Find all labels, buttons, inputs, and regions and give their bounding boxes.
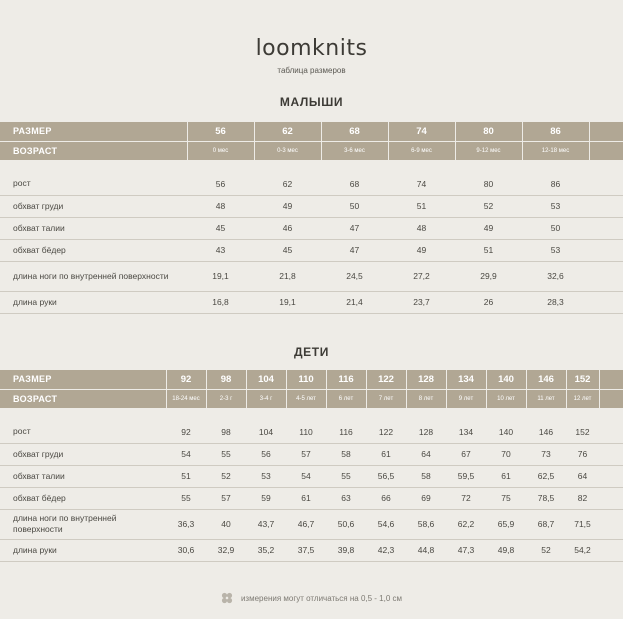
size-label: РАЗМЕР — [0, 122, 187, 141]
age-cell: 18-24 мес — [166, 389, 206, 408]
measurement-value: 51 — [388, 195, 455, 217]
measurement-value: 64 — [566, 465, 599, 487]
size-cell: 98 — [206, 370, 246, 389]
age-cell: 0-3 мес — [254, 141, 321, 160]
babies-size-table — [0, 122, 623, 314]
age-cell: 6-9 мес — [388, 141, 455, 160]
age-cell: 10 лет — [486, 389, 526, 408]
measurement-value: 80 — [455, 173, 522, 195]
measurement-value: 68 — [321, 173, 388, 195]
measurement-value: 21,8 — [254, 261, 321, 291]
measurement-value: 40 — [206, 509, 246, 539]
size-cell — [589, 122, 623, 141]
measurement-value: 104 — [246, 421, 286, 443]
measurement-label: обхват талии — [0, 465, 166, 487]
measurement-value: 27,2 — [388, 261, 455, 291]
kids-age-header-row — [0, 389, 623, 408]
size-cell: 80 — [455, 122, 522, 141]
measurement-value: 71,5 — [566, 509, 599, 539]
measurement-value: 32,6 — [522, 261, 589, 291]
size-cell: 68 — [321, 122, 388, 141]
size-cell: 134 — [446, 370, 486, 389]
kids-size-header-row — [0, 370, 623, 389]
age-cell: 3-4 г — [246, 389, 286, 408]
size-cell: 110 — [286, 370, 326, 389]
measurement-value: 52 — [206, 465, 246, 487]
measurement-value: 48 — [187, 195, 254, 217]
measurement-value: 128 — [406, 421, 446, 443]
measurement-row — [0, 173, 623, 195]
measurement-value: 43,7 — [246, 509, 286, 539]
measurement-value: 51 — [166, 465, 206, 487]
measurement-label: рост — [0, 173, 187, 195]
age-cell: 11 лет — [526, 389, 566, 408]
size-cell: 152 — [566, 370, 599, 389]
measurement-row — [0, 487, 623, 509]
measurement-value: 61 — [286, 487, 326, 509]
measurement-value: 47 — [321, 217, 388, 239]
measurement-value: 52 — [455, 195, 522, 217]
measurement-row — [0, 217, 623, 239]
measurement-value: 39,8 — [326, 539, 366, 561]
measurement-value: 82 — [566, 487, 599, 509]
measurement-label: длина ноги по внутренней поверхности — [0, 509, 166, 539]
measurement-value: 61 — [486, 465, 526, 487]
measurement-value: 92 — [166, 421, 206, 443]
measurement-value: 21,4 — [321, 291, 388, 313]
babies-section-title: МАЛЫШИ — [279, 95, 344, 109]
size-cell: 122 — [366, 370, 406, 389]
measurement-value: 59,5 — [446, 465, 486, 487]
measurement-value: 75 — [486, 487, 526, 509]
measurement-value: 110 — [286, 421, 326, 443]
spacer-row — [0, 160, 623, 173]
measurement-value: 116 — [326, 421, 366, 443]
measurement-value-empty — [599, 509, 623, 539]
age-cell: 9 лет — [446, 389, 486, 408]
measurement-value: 56 — [187, 173, 254, 195]
measurement-label: обхват бёдер — [0, 239, 187, 261]
measurement-label: длина ноги по внутренней поверхности — [0, 261, 187, 291]
measurement-value: 54,6 — [366, 509, 406, 539]
measurement-value: 69 — [406, 487, 446, 509]
measurement-row — [0, 539, 623, 561]
measurement-value: 50 — [321, 195, 388, 217]
age-cell: 0 мес — [187, 141, 254, 160]
measurement-value: 43 — [187, 239, 254, 261]
measurement-value: 36,3 — [166, 509, 206, 539]
size-cell: 92 — [166, 370, 206, 389]
measurement-value: 45 — [187, 217, 254, 239]
measurement-value: 37,5 — [286, 539, 326, 561]
measurement-value: 45 — [254, 239, 321, 261]
age-cell — [589, 141, 623, 160]
measurement-value: 53 — [522, 239, 589, 261]
measurement-value: 19,1 — [187, 261, 254, 291]
measurement-value: 50,6 — [326, 509, 366, 539]
measurement-row — [0, 421, 623, 443]
measurement-note — [0, 592, 623, 606]
size-cell: 116 — [326, 370, 366, 389]
measurement-value: 35,2 — [246, 539, 286, 561]
measurement-value: 26 — [455, 291, 522, 313]
kids-section-title: ДЕТИ — [294, 345, 329, 359]
measurement-value: 76 — [566, 443, 599, 465]
measurement-value: 48 — [388, 217, 455, 239]
measurement-value: 57 — [286, 443, 326, 465]
measurement-value: 54 — [166, 443, 206, 465]
measurement-label: обхват бёдер — [0, 487, 166, 509]
measurement-label: обхват груди — [0, 195, 187, 217]
measurement-value: 28,3 — [522, 291, 589, 313]
note-text: измерения могут отличаться на 0,5 - 1,0 см — [240, 594, 403, 604]
measurement-value: 53 — [522, 195, 589, 217]
measurement-value: 46 — [254, 217, 321, 239]
measurement-value: 72 — [446, 487, 486, 509]
measurement-value: 44,8 — [406, 539, 446, 561]
measurement-row — [0, 261, 623, 291]
measurement-value-empty — [599, 465, 623, 487]
measurement-value — [589, 261, 623, 291]
measurement-value: 122 — [366, 421, 406, 443]
measurement-label: обхват талии — [0, 217, 187, 239]
measurement-value-empty — [599, 421, 623, 443]
measurement-value: 51 — [455, 239, 522, 261]
measurement-value: 47,3 — [446, 539, 486, 561]
size-cell: 74 — [388, 122, 455, 141]
measurement-value: 49 — [388, 239, 455, 261]
measurement-value: 54,2 — [566, 539, 599, 561]
size-cell: 146 — [526, 370, 566, 389]
age-cell: 7 лет — [366, 389, 406, 408]
measurement-value: 68,7 — [526, 509, 566, 539]
age-cell: 12 лет — [566, 389, 599, 408]
measurement-value: 16,8 — [187, 291, 254, 313]
measurement-value: 55 — [206, 443, 246, 465]
size-cell: 62 — [254, 122, 321, 141]
measurement-value-empty — [599, 443, 623, 465]
measurement-label: рост — [0, 421, 166, 443]
measurement-value: 63 — [326, 487, 366, 509]
measurement-value — [589, 195, 623, 217]
measurement-value: 86 — [522, 173, 589, 195]
age-cell: 9-12 мес — [455, 141, 522, 160]
measurement-value: 23,7 — [388, 291, 455, 313]
size-label: РАЗМЕР — [0, 370, 166, 389]
measurement-value: 73 — [526, 443, 566, 465]
measurement-value — [589, 239, 623, 261]
measurement-value: 66 — [366, 487, 406, 509]
measurement-label: обхват груди — [0, 443, 166, 465]
measurement-value: 49,8 — [486, 539, 526, 561]
measurement-value: 134 — [446, 421, 486, 443]
age-cell-empty — [599, 389, 623, 408]
age-cell: 12-18 мес — [522, 141, 589, 160]
measurement-value: 30,6 — [166, 539, 206, 561]
age-label: ВОЗРАСТ — [0, 389, 166, 408]
measurement-row — [0, 509, 623, 539]
kids-size-table — [0, 370, 623, 562]
measurement-row — [0, 291, 623, 313]
measurement-value: 65,9 — [486, 509, 526, 539]
measurement-value: 62 — [254, 173, 321, 195]
size-cell: 128 — [406, 370, 446, 389]
age-label: ВОЗРАСТ — [0, 141, 187, 160]
measurement-value: 61 — [366, 443, 406, 465]
measurement-value: 146 — [526, 421, 566, 443]
measurement-value: 46,7 — [286, 509, 326, 539]
measurement-value: 57 — [206, 487, 246, 509]
measurement-value — [589, 217, 623, 239]
measurement-label: длина руки — [0, 291, 187, 313]
measurement-value: 55 — [166, 487, 206, 509]
measurement-row — [0, 465, 623, 487]
age-cell: 8 лет — [406, 389, 446, 408]
measurement-value: 56 — [246, 443, 286, 465]
measurement-value: 67 — [446, 443, 486, 465]
measurement-value: 42,3 — [366, 539, 406, 561]
measurement-row — [0, 239, 623, 261]
measurement-value: 24,5 — [321, 261, 388, 291]
age-cell: 4-5 лет — [286, 389, 326, 408]
measurement-label: длина руки — [0, 539, 166, 561]
measurement-row — [0, 195, 623, 217]
measurement-value: 152 — [566, 421, 599, 443]
measurement-value: 58 — [406, 465, 446, 487]
measurement-value: 140 — [486, 421, 526, 443]
measurement-value: 58,6 — [406, 509, 446, 539]
measurement-value: 70 — [486, 443, 526, 465]
measurement-value — [589, 173, 623, 195]
measurement-value: 55 — [326, 465, 366, 487]
measurement-value: 47 — [321, 239, 388, 261]
spacer-row — [0, 408, 623, 421]
measurement-value: 29,9 — [455, 261, 522, 291]
size-cell: 140 — [486, 370, 526, 389]
age-cell: 6 лет — [326, 389, 366, 408]
measurement-value: 49 — [455, 217, 522, 239]
measurement-value: 64 — [406, 443, 446, 465]
size-cell: 104 — [246, 370, 286, 389]
measurement-value: 54 — [286, 465, 326, 487]
babies-age-header-row — [0, 141, 623, 160]
age-cell: 2-3 г — [206, 389, 246, 408]
size-cell: 56 — [187, 122, 254, 141]
measurement-value: 19,1 — [254, 291, 321, 313]
measurement-value — [589, 291, 623, 313]
measurement-value: 98 — [206, 421, 246, 443]
measurement-value: 58 — [326, 443, 366, 465]
measurement-value: 50 — [522, 217, 589, 239]
measurement-value: 59 — [246, 487, 286, 509]
measurement-value: 74 — [388, 173, 455, 195]
measurement-value-empty — [599, 539, 623, 561]
measurement-value: 62,2 — [446, 509, 486, 539]
measurement-value: 52 — [526, 539, 566, 561]
measurement-row — [0, 443, 623, 465]
age-cell: 3-6 мес — [321, 141, 388, 160]
size-cell: 86 — [522, 122, 589, 141]
measurement-value: 62,5 — [526, 465, 566, 487]
measurement-value: 56,5 — [366, 465, 406, 487]
size-cell-empty — [599, 370, 623, 389]
babies-size-header-row — [0, 122, 623, 141]
measurement-value: 32,9 — [206, 539, 246, 561]
measurement-value-empty — [599, 487, 623, 509]
measurement-value: 49 — [254, 195, 321, 217]
brand-logo: loomknits — [255, 36, 368, 61]
flower-icon — [221, 592, 233, 606]
page-subtitle: таблица размеров — [277, 66, 346, 75]
measurement-value: 78,5 — [526, 487, 566, 509]
measurement-value: 53 — [246, 465, 286, 487]
